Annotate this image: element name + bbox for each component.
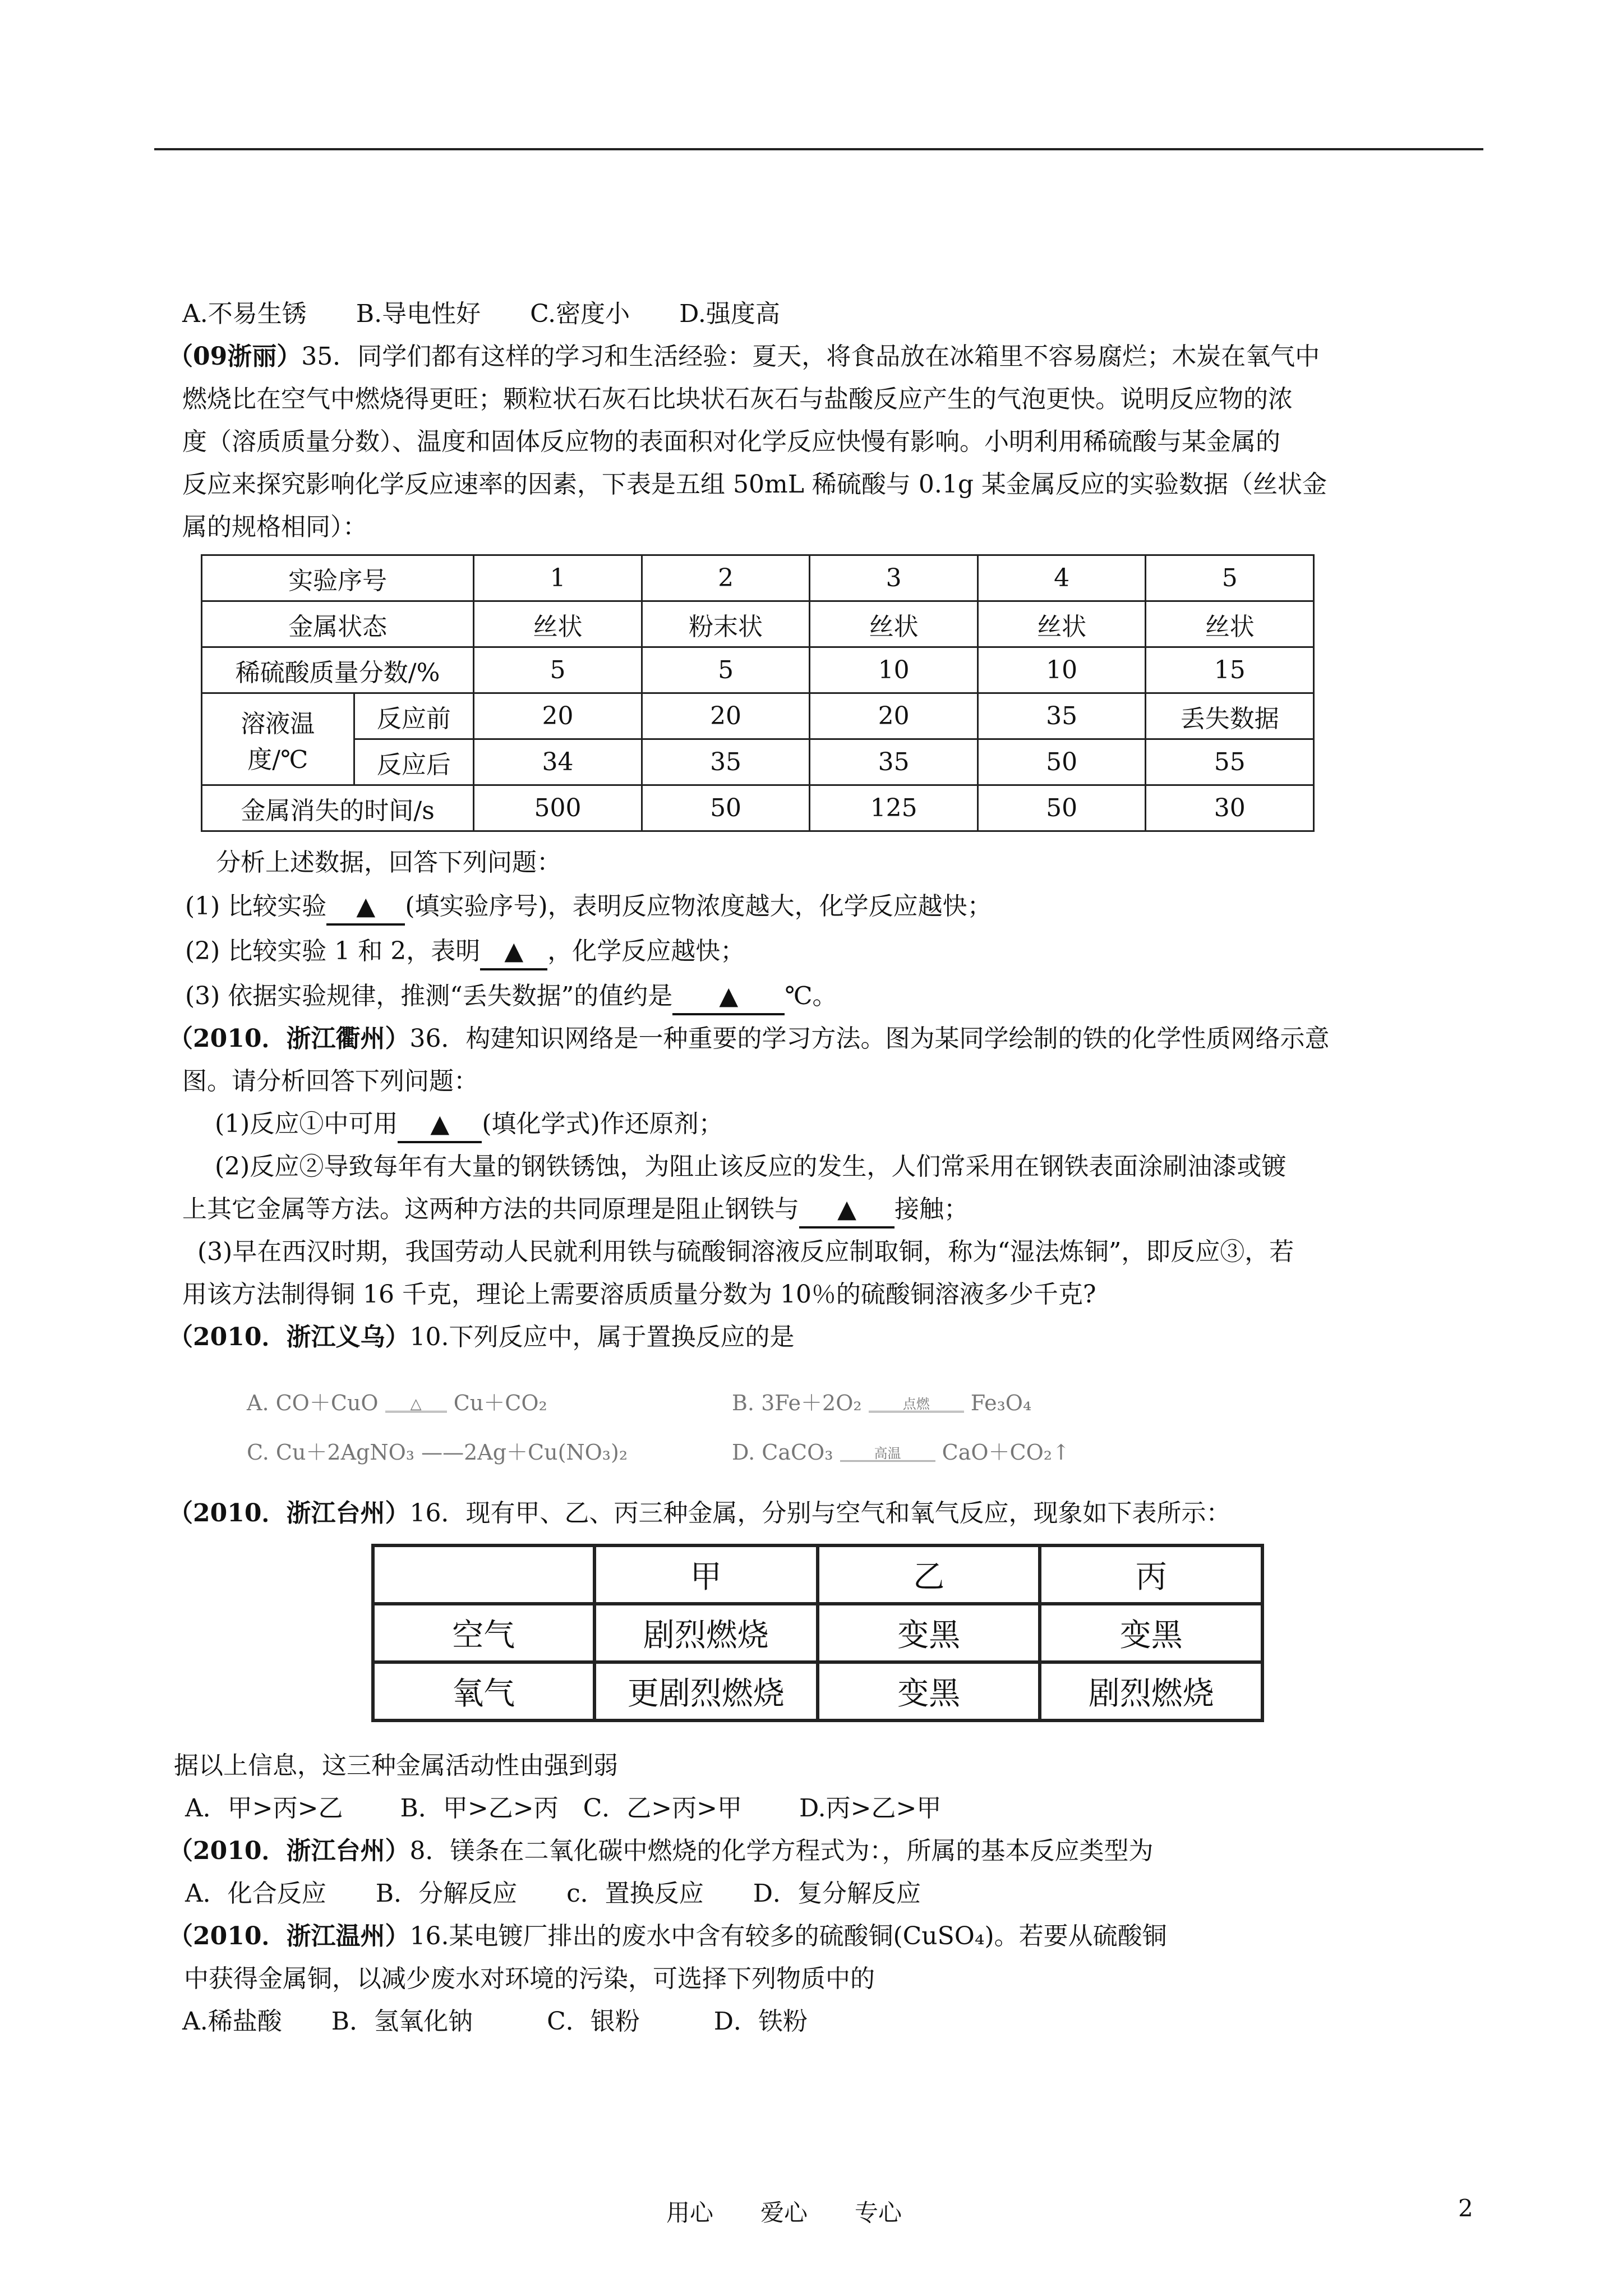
footer-center: 用心 爱心 专心 [666, 2199, 902, 2226]
q16-stem: （2010．浙江台州）16．现有甲、乙、丙三种金属，分别与空气和氧气反应，现象如下表所示： [168, 1499, 1231, 1527]
q36-sub-3-line-2: 用该方法制得铜 16 千克，理论上需要溶质质量分数为 10％的硫酸铜溶液多少千克? [182, 1280, 1096, 1309]
q16-follow: 据以上信息，这三种金属活动性由强到弱 [174, 1751, 618, 1780]
q36-sub-2-line-1: (2)反应②导致每年有大量的钢铁锈蚀，为阻止该反应的发生，人们常采用在钢铁表面涂刷油漆或镀 [215, 1152, 1287, 1181]
reaction-arrow: △ [385, 1397, 447, 1412]
q35-sub-1: (1) 比较实验 ▲ (填实验序号)，表明反应物浓度越大，化学反应越快； [185, 885, 992, 928]
row-subheader: 反应前 [354, 693, 474, 739]
row-header-temperature: 溶液温 度/℃ [202, 693, 354, 785]
q16w-line-2: 中获得金属铜，以减少废水对环境的污染，可选择下列物质中的 [184, 1964, 875, 1993]
answer-blank: ▲ [672, 979, 785, 1015]
table-row: 氧气 更剧烈燃烧 变黑 剧烈燃烧 [373, 1662, 1262, 1720]
answer-blank: ▲ [799, 1193, 895, 1228]
table-row: 金属状态 丝状 粉末状 丝状 丝状 丝状 [202, 601, 1314, 647]
table-row: 实验序号 1 2 3 4 5 [202, 555, 1314, 601]
row-header: 稀硫酸质量分数/% [202, 647, 474, 693]
q35-line-1: （09浙丽）35．同学们都有这样的学习和生活经验：夏天，将食品放在冰箱里不容易腐烂；木炭在氧气中 [168, 342, 1320, 371]
q35-line-2: 燃烧比在空气中燃烧得更旺；颗粒状石灰石比块状石灰石与盐酸反应产生的气泡更快。说明反应物的浓 [182, 385, 1293, 413]
answer-blank: ▲ [398, 1107, 482, 1143]
q8-options: A．化合反应 B．分解反应 c．置换反应 D．复分解反应 [185, 1879, 921, 1908]
q36-sub-3-line-1: (3)早在西汉时期，我国劳动人民就利用铁与硫酸铜溶液反应制取铜，称为“湿法炼铜”，即反应③，若 [197, 1237, 1294, 1266]
q36-sub-1: (1)反应①中可用 ▲ (填化学式)作还原剂； [215, 1103, 723, 1145]
header-rule [154, 148, 1483, 150]
reaction-arrow: 点燃 [869, 1397, 964, 1412]
table-row: 反应后 34 35 35 50 55 [202, 739, 1314, 785]
q35-line-3: 度（溶质质量分数）、温度和固体反应物的表面积对化学反应快慢有影响。小明利用稀硫酸与某金属的 [182, 427, 1280, 456]
q10-option-c: C. Cu＋2AgNO₃ ——2Ag＋Cu(NO₃)₂ [247, 1440, 628, 1465]
q10-stem: （2010．浙江义乌）10.下列反应中，属于置换反应的是 [168, 1323, 795, 1351]
q10-option-d: D. CaCO₃ 高温 CaO＋CO₂↑ [732, 1440, 1070, 1465]
reaction-arrow: 高温 [840, 1447, 935, 1462]
q35-source: （09浙丽） [168, 342, 302, 371]
answer-blank: ▲ [326, 890, 405, 926]
page-number: 2 [1458, 2194, 1473, 2222]
metal-reaction-table [371, 1544, 1264, 1722]
q36-line-1: （2010．浙江衢州）36．构建知识网络是一种重要的学习方法。图为某同学绘制的铁的化学性质网络示意 [168, 1024, 1330, 1053]
table-row: 溶液温 度/℃ 反应前 20 20 20 35 丢失数据 [202, 693, 1314, 739]
row-header: 实验序号 [202, 555, 474, 601]
q36-sub-2-line-2: 上其它金属等方法。这两种方法的共同原理是阻止钢铁与 ▲ 接触； [182, 1188, 969, 1231]
row-header: 金属状态 [202, 601, 474, 647]
prev-options: A.不易生锈 B.导电性好 C.密度小 D.强度高 [182, 300, 780, 328]
q16w-options: A.稀盐酸 B．氢氧化钠 C．银粉 D．铁粉 [182, 2007, 808, 2036]
q36-line-2: 图。请分析回答下列问题： [182, 1067, 478, 1096]
q10-option-a: A. CO＋CuO △ Cu＋CO₂ [247, 1391, 547, 1415]
experiment-data-table [201, 554, 1315, 832]
answer-blank: ▲ [480, 935, 547, 970]
table-row: 稀硫酸质量分数/% 5 5 10 10 15 [202, 647, 1314, 693]
row-subheader: 反应后 [354, 739, 474, 785]
q35-line-4: 反应来探究影响化学反应速率的因素，下表是五组 50mL 稀硫酸与 0.1g 某金属反应的实验数据（丝状金 [182, 470, 1327, 499]
table-row: 甲 乙 丙 [373, 1545, 1262, 1604]
row-header: 金属消失的时间/s [202, 785, 474, 831]
q35-intro: 分析上述数据，回答下列问题： [216, 848, 561, 877]
q10-option-b: B. 3Fe＋2O₂ 点燃 Fe₃O₄ [732, 1391, 1032, 1415]
q35-sub-3: (3) 依据实验规律，推测“丢失数据”的值约是 ▲ ℃。 [185, 975, 837, 1018]
q35-sub-2: (2) 比较实验 1 和 2，表明 ▲ ，化学反应越快； [185, 930, 745, 973]
table-row: 金属消失的时间/s 500 50 125 50 30 [202, 785, 1314, 831]
table-row: 空气 剧烈燃烧 变黑 变黑 [373, 1604, 1262, 1662]
q16w-line-1: （2010．浙江温州）16.某电镀厂排出的废水中含有较多的硫酸铜(CuSO₄)。若要从硫酸铜 [168, 1922, 1167, 1950]
q8-stem: （2010．浙江台州）8．镁条在二氧化碳中燃烧的化学方程式为：，所属的基本反应类型为 [168, 1837, 1154, 1865]
q16-options: A．甲>丙>乙 B．甲>乙>丙 C．乙>丙>甲 D.丙>乙>甲 [185, 1794, 942, 1823]
q35-line-5: 属的规格相同）： [182, 513, 367, 541]
